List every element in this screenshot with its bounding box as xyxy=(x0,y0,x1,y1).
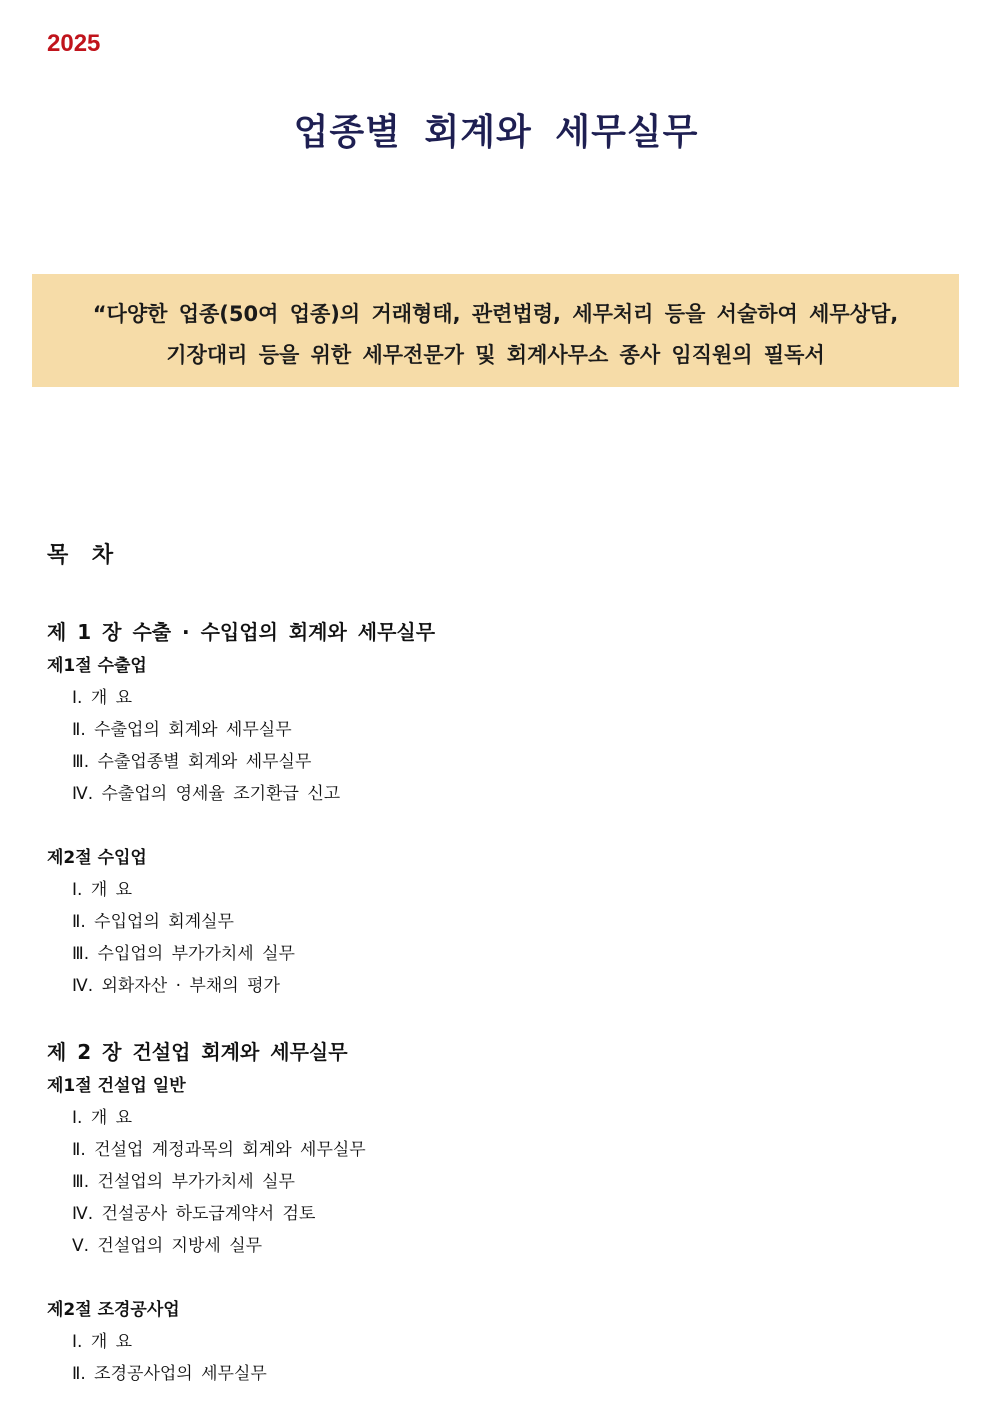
toc-item: Ⅰ. 개 요 xyxy=(72,880,133,900)
table-of-contents xyxy=(47,618,947,1390)
banner-line-1: “다양한 업종(50여 업종)의 거래형태, 관련법령, 세무처리 등을 서술하여 세무상담, xyxy=(92,302,899,326)
toc-item: Ⅱ. 조경공사업의 세무실무 xyxy=(72,1364,267,1384)
toc-item: Ⅲ. 수출업종별 회계와 세무실무 xyxy=(72,752,312,772)
toc-heading: 목 차 xyxy=(47,543,122,568)
toc-item: Ⅱ. 수입업의 회계실무 xyxy=(72,912,234,932)
toc-item: Ⅳ. 건설공사 하도급계약서 검토 xyxy=(72,1204,316,1224)
section-title: 제2절 조경공사업 xyxy=(47,1300,180,1320)
section-title: 제2절 수입업 xyxy=(47,848,147,868)
toc-item: Ⅴ. 건설업의 지방세 실무 xyxy=(72,1236,263,1256)
toc-item: Ⅰ. 개 요 xyxy=(72,1108,133,1128)
chapter-title: 제 2 장 건설업 회계와 세무실무 xyxy=(47,1040,348,1064)
page-title: 업종별 회계와 세무실무 xyxy=(293,112,699,153)
toc-item: Ⅱ. 수출업의 회계와 세무실무 xyxy=(72,720,292,740)
toc-item: Ⅰ. 개 요 xyxy=(72,688,133,708)
toc-item: Ⅲ. 건설업의 부가가치세 실무 xyxy=(72,1172,295,1192)
toc-item: Ⅱ. 건설업 계정과목의 회계와 세무실무 xyxy=(72,1140,366,1160)
spacer xyxy=(47,1002,947,1038)
toc-item: Ⅳ. 수출업의 영세율 조기환급 신고 xyxy=(72,784,341,804)
chapter-title: 제 1 장 수출 · 수입업의 회계와 세무실무 xyxy=(47,620,436,644)
banner-line-2: 기장대리 등을 위한 세무전문가 및 회계사무소 종사 임직원의 필독서 xyxy=(166,343,825,367)
description-banner xyxy=(32,274,959,387)
toc-item: Ⅲ. 수입업의 부가가치세 실무 xyxy=(72,944,295,964)
section-title: 제1절 수출업 xyxy=(47,656,147,676)
toc-item: Ⅰ. 개 요 xyxy=(72,1332,133,1352)
spacer xyxy=(47,810,947,842)
spacer xyxy=(47,1262,947,1294)
section-title: 제1절 건설업 일반 xyxy=(47,1076,186,1096)
year-label: 2025 xyxy=(47,30,101,57)
toc-item: Ⅳ. 외화자산 · 부채의 평가 xyxy=(72,976,280,996)
